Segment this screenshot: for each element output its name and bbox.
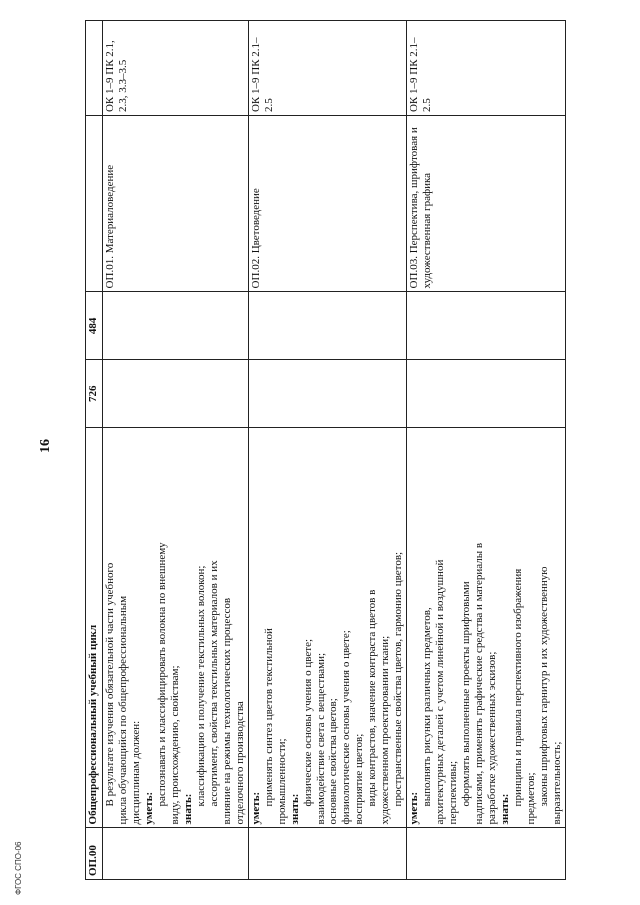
text-line: оформлять выполненные проекты шрифтовыми <box>460 581 473 807</box>
text-line: уметь: <box>249 791 262 825</box>
text-line: взаимодействие света с веществами; <box>314 652 327 825</box>
text-line: законы шрифтовых гарнитур и их художественную <box>537 566 550 807</box>
section-title: Общепрофессиональный учебный цикл <box>86 428 103 828</box>
row-code-cell <box>248 828 407 880</box>
text-line: художественном проектировании ткани; <box>379 635 392 825</box>
text-line: виду, происхождению, свойствам; <box>168 665 181 825</box>
text-line: выполнять рисунки различных предметов, <box>421 607 434 807</box>
hours-max: 726 <box>86 360 103 428</box>
section-empty-discipline <box>86 116 103 292</box>
curriculum-table-sheet <box>85 20 630 880</box>
text-line: предметов; <box>525 772 537 825</box>
text-line: пространственные свойства цветов, гармонию цветов; <box>392 551 405 807</box>
text-line: ассортимент, свойства текстильных материалов и их <box>207 560 220 807</box>
text-line: распознавать и классифицировать волокна по внешнему <box>155 542 168 807</box>
discipline-cell: ОП.03. Перспектива, шрифтовая и художественная графика <box>407 116 566 292</box>
text-line: промышленности; <box>275 738 288 825</box>
hours-cell <box>407 292 566 360</box>
section-row <box>86 21 103 880</box>
hours-cell <box>407 360 566 428</box>
hours-cell <box>248 292 407 360</box>
text-line: принципы и правила перспективного изображения <box>512 568 525 807</box>
table-row <box>407 21 566 880</box>
hours-mandatory: 484 <box>86 292 103 360</box>
competencies-cell: ОК 1–9 ПК 2.1–2.5 <box>248 21 407 116</box>
text-line: физиологические основы учения о цвете; <box>340 630 353 825</box>
text-line: В результате изучения обязательной части учебного <box>104 562 116 807</box>
section-code: ОП.00 <box>86 828 103 880</box>
text-line: уметь: <box>408 791 421 825</box>
text-line: надписями, применять графические средства и материалы в <box>473 542 486 825</box>
discipline-cell: ОП.02. Цветоведение <box>248 116 407 292</box>
text-line: восприятие цветов; <box>353 733 366 825</box>
text-line: дисциплинам должен: <box>129 720 142 825</box>
text-line: уметь: <box>142 791 155 825</box>
text-line: выразительность; <box>550 741 563 825</box>
competencies-cell: ОК 1–9 ПК 2.1, 2.3, 3.3–3.5 <box>103 21 249 116</box>
hours-cell <box>103 360 249 428</box>
hours-cell <box>103 292 249 360</box>
section-empty-competencies <box>86 21 103 116</box>
text-line: физические основы учения о цвете; <box>301 638 314 807</box>
text-line: знать: <box>181 793 194 825</box>
discipline-cell: ОП.01. Материаловедение <box>103 116 249 292</box>
text-line: классификацию и получение текстильных волокон; <box>194 565 207 807</box>
competencies-cell: ОК 1–9 ПК 2.1–2.5 <box>407 21 566 116</box>
text-line: отделочного производства <box>233 701 246 825</box>
text-line: знать: <box>499 793 512 825</box>
page-number: 16 <box>38 439 53 453</box>
hours-cell <box>248 360 407 428</box>
footer-code: ФГОС СПО-06 <box>14 841 23 895</box>
text-line: разработке художественных эскизов; <box>486 651 499 825</box>
text-line: архитектурных деталей с учетом линейной и воздушной <box>434 559 447 825</box>
text-line: цикла обучающийся по общепрофессиональным <box>116 595 129 825</box>
requirements-cell <box>248 428 407 828</box>
text-line: влияние на режимы технологических процессов <box>220 597 233 825</box>
curriculum-table <box>85 20 566 880</box>
row-code-cell <box>103 828 249 880</box>
text-line: знать: <box>288 793 301 825</box>
text-line: применять синтез цветов текстильной <box>262 628 275 807</box>
text-line: виды контрастов, значение контраста цветов в <box>366 589 379 807</box>
requirements-cell <box>103 428 249 828</box>
table-row <box>103 21 249 880</box>
text-line: перспективы; <box>447 760 460 825</box>
row-code-cell <box>407 828 566 880</box>
table-row <box>248 21 407 880</box>
text-line: основные свойства цветов; <box>327 698 340 825</box>
requirements-cell <box>407 428 566 828</box>
